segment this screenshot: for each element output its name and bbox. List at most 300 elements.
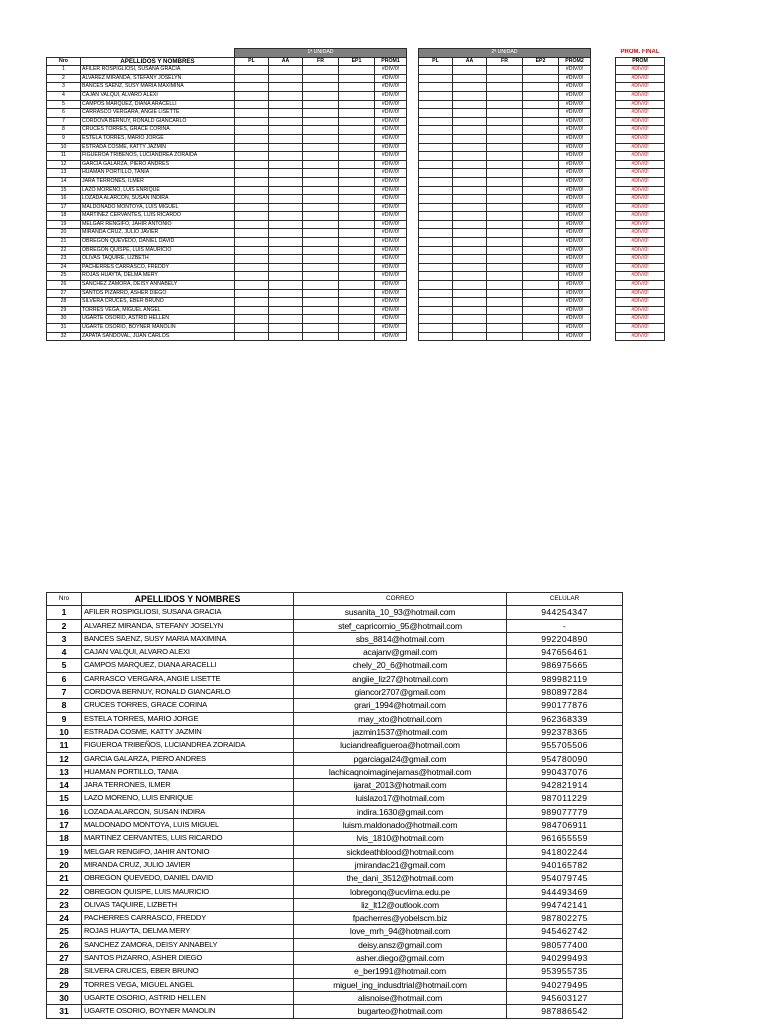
row-number: 22: [47, 885, 82, 898]
grades-gap: [591, 66, 616, 75]
final-average-value: #DIV/0!: [616, 332, 665, 341]
grade-cell: [419, 66, 453, 75]
grades-gap: [591, 298, 616, 307]
prom2-value: #DIV/0!: [559, 220, 591, 229]
phone-value: 992204890: [507, 632, 623, 645]
grade-cell: [339, 143, 375, 152]
row-number: 22: [47, 246, 81, 255]
contact-row: [47, 925, 623, 938]
grade-row: [47, 160, 665, 169]
student-name: CAMPOS MARQUEZ, DIANA ARACELLI: [82, 659, 294, 672]
grade-row: [47, 74, 665, 83]
email-value: e_ber1991@hotmail.com: [294, 965, 507, 978]
final-average-value: #DIV/0!: [616, 238, 665, 247]
email-value: love_mrh_94@hotmail.com: [294, 925, 507, 938]
grades-gap: [591, 263, 616, 272]
student-name: ZAPATA SANDOVAL, JUAN CARLOS: [81, 332, 235, 341]
grade-cell: [303, 195, 339, 204]
row-number: 26: [47, 281, 81, 290]
final-average-value: #DIV/0!: [616, 134, 665, 143]
student-name: ROJAS HUAYTA, DELMA MERY: [82, 925, 294, 938]
contact-row: [47, 912, 623, 925]
grade-cell: [339, 177, 375, 186]
prom2-value: #DIV/0!: [559, 229, 591, 238]
phone-value: 980897284: [507, 686, 623, 699]
row-number: 26: [47, 938, 82, 951]
final-average-value: #DIV/0!: [616, 289, 665, 298]
grade-cell: [419, 117, 453, 126]
grades-gap: [591, 229, 616, 238]
final-average-value: #DIV/0!: [616, 212, 665, 221]
grade-cell: [453, 152, 487, 161]
grades-gap: [591, 100, 616, 109]
contact-row: [47, 978, 623, 991]
prom2-value: #DIV/0!: [559, 152, 591, 161]
grade-cell: [235, 324, 269, 333]
row-number: 32: [47, 332, 81, 341]
row-number: 20: [47, 229, 81, 238]
grade-cell: [419, 255, 453, 264]
prom2-value: #DIV/0!: [559, 324, 591, 333]
prom1-value: #DIV/0!: [375, 126, 407, 135]
grade-cell: [339, 238, 375, 247]
grade-cell: [523, 74, 559, 83]
student-name: MARTINEZ CERVANTES, LUIS RICARDO: [82, 832, 294, 845]
final-average-value: #DIV/0!: [616, 195, 665, 204]
phone-value: 955705506: [507, 739, 623, 752]
student-name: GARCIA GALARZA, PIERO ANDRES: [82, 752, 294, 765]
grade-row: [47, 229, 665, 238]
final-average-value: #DIV/0!: [616, 160, 665, 169]
grade-cell: [235, 281, 269, 290]
row-number: 13: [47, 765, 82, 778]
grades-gap: [591, 109, 616, 118]
grade-cell: [303, 177, 339, 186]
row-number: 6: [47, 672, 82, 685]
grade-cell: [487, 324, 523, 333]
email-value: jmirandac21@gmail.com: [294, 858, 507, 871]
row-number: 11: [47, 739, 82, 752]
prom2-value: #DIV/0!: [559, 91, 591, 100]
phone-value: 944254347: [507, 606, 623, 619]
final-average-value: #DIV/0!: [616, 255, 665, 264]
grade-cell: [453, 195, 487, 204]
grade-cell: [419, 212, 453, 221]
email-value: indira.1630@gmail.com: [294, 805, 507, 818]
email-value: bugarteo@hotmail.com: [294, 1005, 507, 1018]
row-number: 31: [47, 1005, 82, 1018]
grade-cell: [303, 306, 339, 315]
grades-table: [46, 48, 665, 341]
final-average-value: #DIV/0!: [616, 203, 665, 212]
grade-cell: [523, 177, 559, 186]
grade-cell: [487, 152, 523, 161]
grade-cell: [523, 298, 559, 307]
grades-gap: [591, 152, 616, 161]
row-number: 23: [47, 898, 82, 911]
email-value: lvis_1810@hotmail.com: [294, 832, 507, 845]
grade-cell: [453, 203, 487, 212]
grade-cell: [269, 117, 303, 126]
prom2-value: #DIV/0!: [559, 263, 591, 272]
contact-row: [47, 765, 623, 778]
contact-row: [47, 725, 623, 738]
phone-value: 942821914: [507, 779, 623, 792]
grade-cell: [487, 126, 523, 135]
grade-cell: [487, 91, 523, 100]
student-name: MARTINEZ CERVANTES, LUIS RICARDO: [81, 212, 235, 221]
grade-cell: [339, 195, 375, 204]
phone-value: 961655559: [507, 832, 623, 845]
grade-cell: [339, 66, 375, 75]
row-number: 15: [47, 186, 81, 195]
student-name: MELGAR RENGIFO, JAHIR ANTONIO: [82, 845, 294, 858]
grades-gap: [407, 143, 419, 152]
student-name: JARA TERRONES, ILMER: [82, 779, 294, 792]
grade-cell: [523, 272, 559, 281]
grade-cell: [453, 238, 487, 247]
grades-gap: [591, 169, 616, 178]
row-number: 1: [47, 606, 82, 619]
grades-gap: [591, 74, 616, 83]
grade-cell: [269, 66, 303, 75]
grade-cell: [419, 238, 453, 247]
grade-cell: [523, 160, 559, 169]
grade-cell: [487, 134, 523, 143]
final-average-value: #DIV/0!: [616, 91, 665, 100]
grade-cell: [487, 238, 523, 247]
grade-cell: [487, 117, 523, 126]
grade-cell: [339, 91, 375, 100]
final-average-value: #DIV/0!: [616, 152, 665, 161]
grade-cell: [303, 126, 339, 135]
row-number: 6: [47, 109, 81, 118]
prom2-value: #DIV/0!: [559, 203, 591, 212]
grade-cell: [487, 255, 523, 264]
grade-cell: [487, 246, 523, 255]
grades-gap: [591, 315, 616, 324]
row-number: 21: [47, 872, 82, 885]
grade-cell: [303, 220, 339, 229]
email-value: liz_lt12@outlook.com: [294, 898, 507, 911]
email-value: luciandreafigueroa@hotmail.com: [294, 739, 507, 752]
grade-cell: [487, 186, 523, 195]
grade-cell: [339, 169, 375, 178]
phone-value: 990177876: [507, 699, 623, 712]
grade-cell: [303, 332, 339, 341]
student-name: GARCIA GALARZA, PIERO ANDRES: [81, 160, 235, 169]
grade-cell: [269, 212, 303, 221]
grade-cell: [523, 117, 559, 126]
prom2-value: #DIV/0!: [559, 126, 591, 135]
contacts-col-cel: CELULAR: [507, 593, 623, 606]
prom2-value: #DIV/0!: [559, 272, 591, 281]
prom2-value: #DIV/0!: [559, 186, 591, 195]
grade-cell: [303, 272, 339, 281]
prom2-value: #DIV/0!: [559, 289, 591, 298]
grade-cell: [269, 177, 303, 186]
grade-cell: [419, 324, 453, 333]
prom2-value: #DIV/0!: [559, 134, 591, 143]
grade-cell: [487, 109, 523, 118]
grades-gap: [407, 160, 419, 169]
grade-cell: [303, 238, 339, 247]
prom2-value: #DIV/0!: [559, 332, 591, 341]
student-name: FIGUEROA TRIBEÑOS, LUCIANDREA ZORAIDA: [82, 739, 294, 752]
email-value: asher.diego@gmail.com: [294, 952, 507, 965]
grade-row: [47, 324, 665, 333]
grade-cell: [523, 126, 559, 135]
grade-cell: [339, 298, 375, 307]
grade-cell: [487, 66, 523, 75]
email-value: chely_20_6@hotmail.com: [294, 659, 507, 672]
student-name: CARRASCO VERGARA, ANGIE LISETTE: [81, 109, 235, 118]
email-value: grari_1994@hotmail.com: [294, 699, 507, 712]
grade-cell: [303, 289, 339, 298]
grade-cell: [419, 152, 453, 161]
grade-cell: [523, 315, 559, 324]
grade-row: [47, 83, 665, 92]
grade-cell: [523, 238, 559, 247]
grades-gap: [591, 177, 616, 186]
prom2-value: #DIV/0!: [559, 255, 591, 264]
row-number: 2: [47, 619, 82, 632]
grades-gap: [407, 152, 419, 161]
grade-cell: [453, 143, 487, 152]
grades-gap: [407, 126, 419, 135]
grades-gap: [591, 332, 616, 341]
grade-cell: [269, 324, 303, 333]
grade-cell: [419, 160, 453, 169]
grades-gap: [591, 246, 616, 255]
col-u1-prom1: PROM1: [375, 57, 407, 66]
grade-cell: [339, 289, 375, 298]
student-name: OLIVAS TAQUIRE, LIZBETH: [81, 255, 235, 264]
contact-row: [47, 619, 623, 632]
grade-cell: [453, 229, 487, 238]
row-number: 28: [47, 965, 82, 978]
contact-row: [47, 938, 623, 951]
grade-cell: [339, 212, 375, 221]
prom2-value: #DIV/0!: [559, 160, 591, 169]
phone-value: 990437076: [507, 765, 623, 778]
grade-cell: [235, 246, 269, 255]
grade-cell: [419, 91, 453, 100]
grade-cell: [235, 91, 269, 100]
grade-cell: [453, 263, 487, 272]
grade-cell: [269, 100, 303, 109]
contact-row: [47, 872, 623, 885]
grade-cell: [419, 74, 453, 83]
prom2-value: #DIV/0!: [559, 298, 591, 307]
grade-cell: [269, 332, 303, 341]
row-number: 3: [47, 632, 82, 645]
grades-gap: [591, 143, 616, 152]
grade-cell: [487, 212, 523, 221]
grades-gap: [407, 298, 419, 307]
grade-cell: [339, 74, 375, 83]
grade-cell: [235, 160, 269, 169]
final-average-value: #DIV/0!: [616, 66, 665, 75]
prom2-value: #DIV/0!: [559, 212, 591, 221]
grades-gap: [407, 83, 419, 92]
contact-row: [47, 952, 623, 965]
grade-cell: [269, 298, 303, 307]
student-name: ESTELA TORRES, MARIO JORGE: [82, 712, 294, 725]
phone-value: 987802275: [507, 912, 623, 925]
student-name: UGARTE OSORIO, BOYNER MANOLIN: [81, 324, 235, 333]
phone-value: -: [507, 619, 623, 632]
col-nro-header: Nro: [47, 57, 81, 66]
grade-cell: [419, 186, 453, 195]
contacts-header-row: [47, 593, 623, 606]
contact-row: [47, 792, 623, 805]
grade-cell: [419, 100, 453, 109]
grade-cell: [453, 74, 487, 83]
row-number: 8: [47, 126, 81, 135]
prom1-value: #DIV/0!: [375, 143, 407, 152]
row-number: 17: [47, 203, 81, 212]
student-name: ALVAREZ MIRANDA, STEFANY JOSELYN: [81, 74, 235, 83]
grade-cell: [419, 143, 453, 152]
grades-gap: [407, 134, 419, 143]
grade-cell: [487, 143, 523, 152]
prom1-value: #DIV/0!: [375, 152, 407, 161]
student-name: UGARTE OSORIO, ASTRID HELLEN: [81, 315, 235, 324]
grades-gap: [407, 263, 419, 272]
student-name: CORDOVA BERNUY, RONALD GIANCARLO: [82, 686, 294, 699]
grade-cell: [235, 272, 269, 281]
grade-cell: [453, 281, 487, 290]
student-name: AFILER ROSPIGLIOSI, SUSANA GRACIA: [81, 66, 235, 75]
phone-value: 940279495: [507, 978, 623, 991]
grades-gap: [407, 49, 419, 58]
grade-cell: [523, 263, 559, 272]
grade-cell: [235, 169, 269, 178]
prom1-value: #DIV/0!: [375, 315, 407, 324]
grade-cell: [419, 272, 453, 281]
grade-cell: [339, 100, 375, 109]
contacts-col-name: APELLIDOS Y NOMBRES: [82, 593, 294, 606]
phone-value: 953955735: [507, 965, 623, 978]
final-average-value: #DIV/0!: [616, 263, 665, 272]
grade-cell: [487, 289, 523, 298]
grades-gap: [407, 203, 419, 212]
student-name: ESTRADA COSME, KATTY JAZMIN: [81, 143, 235, 152]
row-number: 9: [47, 712, 82, 725]
grade-cell: [487, 169, 523, 178]
grades-gap: [591, 49, 616, 58]
grade-cell: [235, 195, 269, 204]
grade-row: [47, 306, 665, 315]
col-u1-pl: PL: [235, 57, 269, 66]
phone-value: 994742141: [507, 898, 623, 911]
contact-row: [47, 712, 623, 725]
final-average-value: #DIV/0!: [616, 324, 665, 333]
grades-gap: [591, 91, 616, 100]
grade-cell: [523, 203, 559, 212]
grade-cell: [339, 255, 375, 264]
grade-cell: [453, 212, 487, 221]
phone-value: 986975665: [507, 659, 623, 672]
student-name: ESTRADA COSME, KATTY JAZMIN: [82, 725, 294, 738]
grades-gap: [407, 169, 419, 178]
contact-row: [47, 805, 623, 818]
grade-row: [47, 315, 665, 324]
student-name: MELGAR RENGIFO, JAHIR ANTONIO: [81, 220, 235, 229]
grade-cell: [303, 169, 339, 178]
student-name: HUAMAN PORTILLO, TANIA: [82, 765, 294, 778]
row-number: 24: [47, 263, 81, 272]
grade-cell: [453, 306, 487, 315]
grade-cell: [523, 169, 559, 178]
grade-row: [47, 272, 665, 281]
grade-cell: [419, 83, 453, 92]
col-u2-aa: AA: [453, 57, 487, 66]
prom2-value: #DIV/0!: [559, 66, 591, 75]
grade-cell: [339, 186, 375, 195]
grade-cell: [523, 83, 559, 92]
email-value: lachicaqnoimaginejamas@hotmail.com: [294, 765, 507, 778]
email-value: angiie_liz27@hotmail.com: [294, 672, 507, 685]
grade-cell: [419, 263, 453, 272]
grade-cell: [235, 186, 269, 195]
row-number: 13: [47, 169, 81, 178]
prom1-value: #DIV/0!: [375, 100, 407, 109]
grade-cell: [235, 306, 269, 315]
row-number: 18: [47, 212, 81, 221]
grade-cell: [235, 152, 269, 161]
grade-cell: [269, 289, 303, 298]
final-average-value: #DIV/0!: [616, 220, 665, 229]
grade-cell: [419, 126, 453, 135]
grades-gap: [591, 195, 616, 204]
grade-cell: [303, 66, 339, 75]
grade-cell: [487, 160, 523, 169]
phone-value: 940299493: [507, 952, 623, 965]
grade-cell: [339, 324, 375, 333]
grade-row: [47, 195, 665, 204]
grades-gap: [407, 324, 419, 333]
grade-cell: [269, 272, 303, 281]
grade-cell: [235, 66, 269, 75]
prom1-value: #DIV/0!: [375, 66, 407, 75]
grade-cell: [487, 74, 523, 83]
grade-cell: [523, 186, 559, 195]
prom2-value: #DIV/0!: [559, 315, 591, 324]
prom1-value: #DIV/0!: [375, 195, 407, 204]
grade-cell: [269, 152, 303, 161]
grade-row: [47, 91, 665, 100]
grade-row: [47, 169, 665, 178]
grade-cell: [487, 203, 523, 212]
grade-cell: [453, 83, 487, 92]
grade-cell: [339, 246, 375, 255]
grades-gap: [407, 100, 419, 109]
grade-cell: [523, 220, 559, 229]
grade-cell: [269, 186, 303, 195]
student-name: PACHERRES CARRASCO, FREDDY: [82, 912, 294, 925]
row-number: 4: [47, 646, 82, 659]
grade-cell: [419, 169, 453, 178]
contact-row: [47, 739, 623, 752]
student-name: OBREGON QUISPE, LUIS MAURICIO: [81, 246, 235, 255]
grade-cell: [235, 238, 269, 247]
grade-cell: [269, 195, 303, 204]
phone-value: 984706911: [507, 819, 623, 832]
email-value: jazmin1537@hotmail.com: [294, 725, 507, 738]
grade-cell: [303, 255, 339, 264]
